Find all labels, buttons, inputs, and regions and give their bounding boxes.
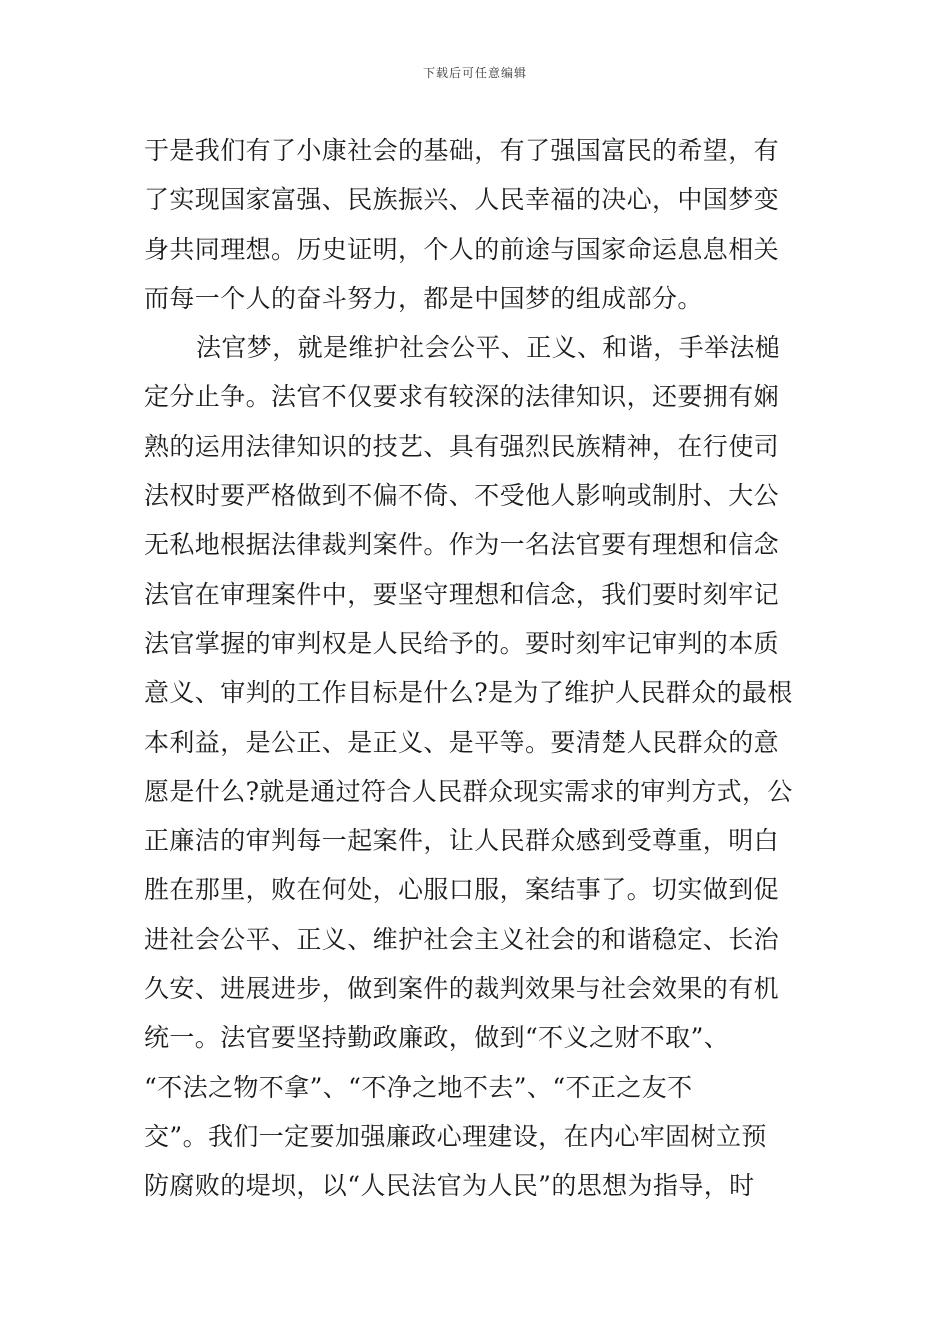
text-line: 防腐败的堤坝，以“人民法官为人民”的思想为指导，时 — [144, 1171, 755, 1201]
text-line: 无私地根据法律裁判案件。作为一名法官要有理想和信念 — [144, 530, 780, 560]
text-line: 愿是什么?就是通过符合人民群众现实需求的审判方式，公 — [144, 776, 793, 806]
text-line: 身共同理想。历史证明，个人的前途与国家命运息息相关 — [144, 234, 780, 264]
text-line: 法权时要严格做到不偏不倚、不受他人影响或制肘、大公 — [144, 481, 780, 511]
text-line: 熟的运用法律知识的技艺、具有强烈民族精神，在行使司 — [144, 431, 780, 461]
text-line: 进社会公平、正义、维护社会主义社会的和谐稳定、长治 — [144, 924, 780, 954]
text-line: 法官掌握的审判权是人民给予的。要时刻牢记审判的本质 — [144, 628, 780, 658]
text-line: 法官在审理案件中，要坚守理想和信念，我们要时刻牢记 — [144, 579, 780, 609]
text-line: 而每一个人的奋斗努力，都是中国梦的组成部分。 — [144, 283, 703, 313]
text-line: 久安、进展进步，做到案件的裁判效果与社会效果的有机 — [144, 974, 780, 1004]
body-text — [144, 126, 814, 1211]
page-header: 下载后可任意编辑 — [422, 66, 527, 80]
text-line: 于是我们有了小康社会的基础，有了强国富民的希望，有 — [144, 136, 780, 165]
text-line: 交”。我们一定要加强廉政心理建设，在内心牢固树立预 — [144, 1121, 767, 1151]
text-line: 了实现国家富强、民族振兴、人民幸福的决心，中国梦变 — [144, 185, 780, 215]
text-line: 正廉洁的审判每一起案件，让人民群众感到受尊重，明白 — [144, 826, 780, 856]
text-line: 统一。法官要坚持勤政廉政，做到“不义之财不取”、 — [144, 1023, 730, 1053]
text-line: 定分止争。法官不仅要求有较深的法律知识，还要拥有娴 — [144, 382, 780, 412]
text-line: 本利益，是公正、是正义、是平等。要清楚人民群众的意 — [144, 727, 780, 757]
paragraph-first-line: 法官梦，就是维护社会公平、正义、和谐，手举法槌 — [196, 333, 781, 363]
text-line: 胜在那里，败在何处，心服口服，案结事了。切实做到促 — [144, 875, 780, 905]
text-line: “不法之物不拿”、“不净之地不去”、“不正之友不 — [144, 1072, 693, 1102]
text-line: 意义、审判的工作目标是什么?是为了维护人民群众的最根 — [144, 678, 793, 708]
